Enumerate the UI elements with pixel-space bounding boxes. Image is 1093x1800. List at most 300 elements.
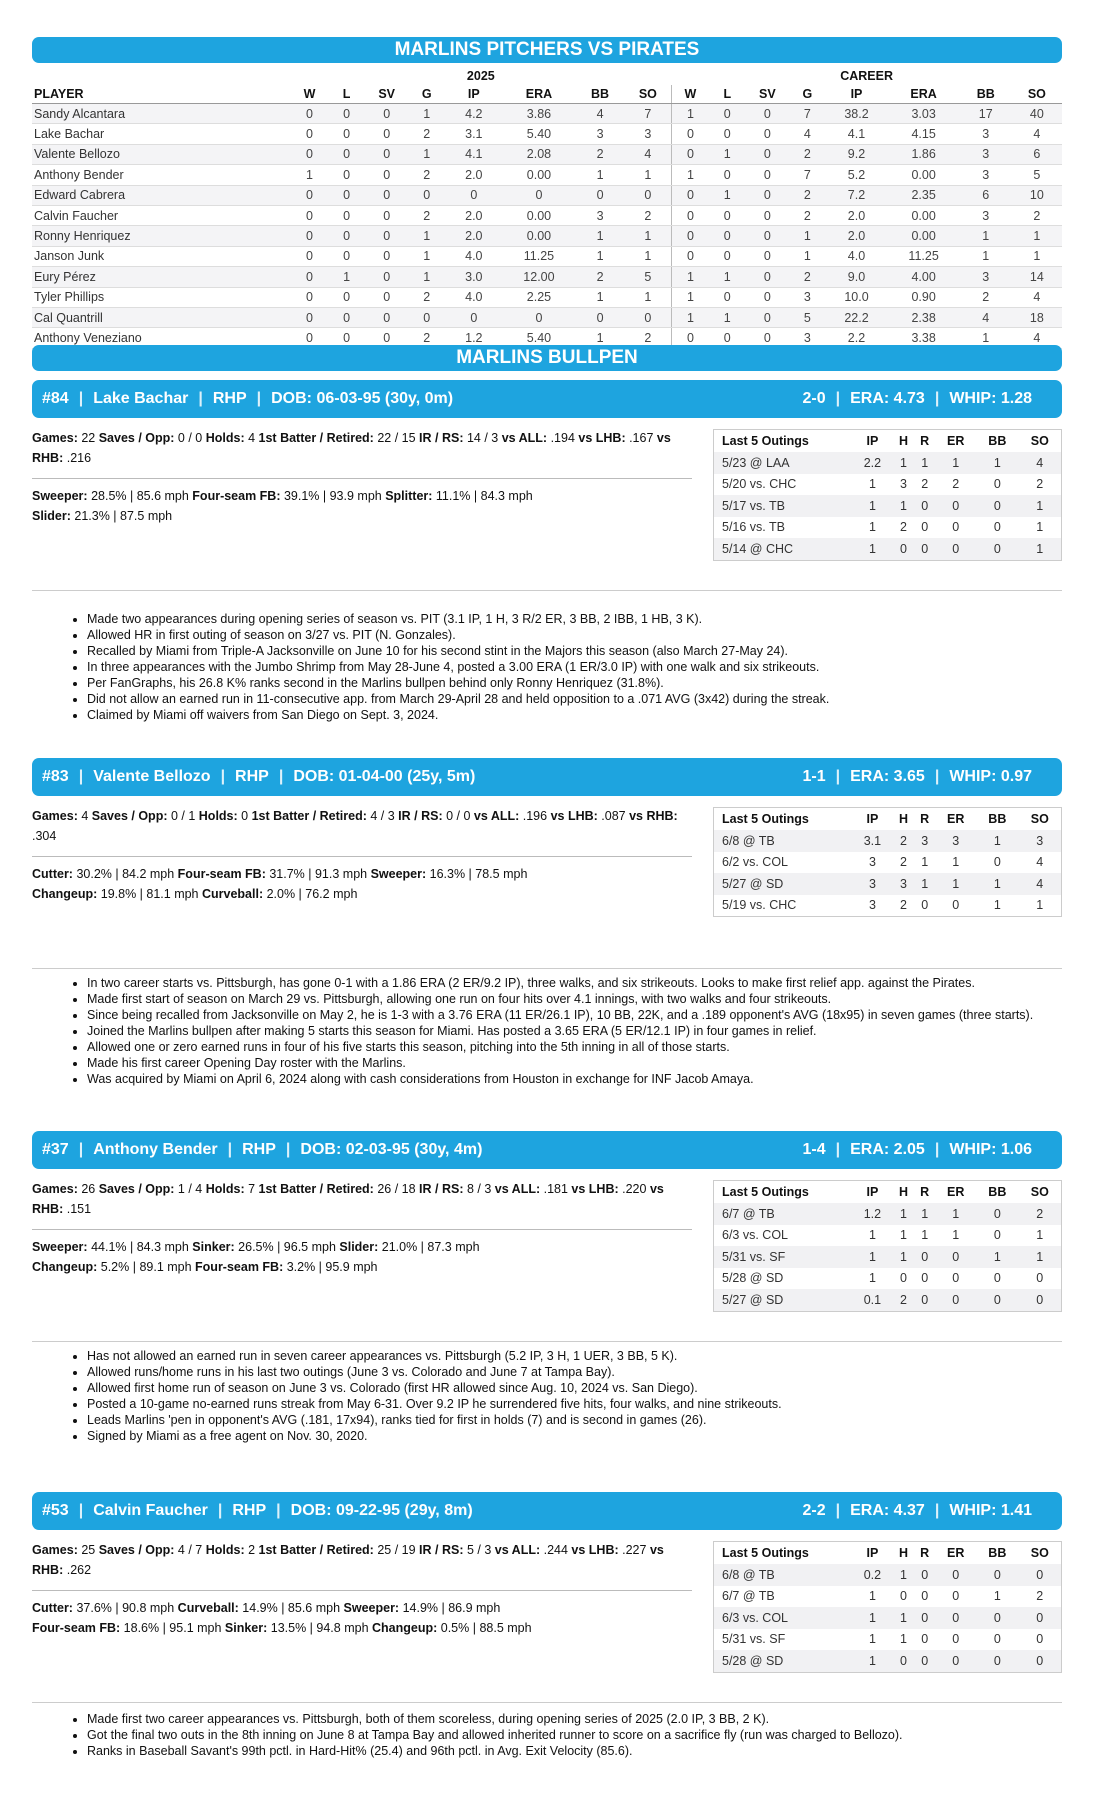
stat-cell: 0 [329,205,365,225]
outing-stat: 1 [935,452,976,474]
separator: | [835,768,841,785]
column-header: SO [625,85,671,104]
stat-cell: 5 [789,307,825,327]
outing-stat: 3 [852,873,893,895]
pitch-mix-line [32,506,692,526]
outing-stat: 1 [868,477,876,492]
outing-stat: 0 [914,1564,935,1586]
stat-cell: 1 [625,165,671,185]
stat-label-rhb: vs RHB: [32,1182,664,1216]
stat-cell: 1 [671,287,709,307]
note-item: • Allowed runs/home runs in his last two outings (June 3 vs. Colorado and June 7 at Tampa Bay). [87,1364,1087,1380]
outing-stat: 0 [914,538,935,560]
outing-stat: 1 [1019,495,1061,517]
table-row [32,205,1062,225]
stat-cell: 4 [1012,328,1062,348]
outing-row [714,1289,1061,1311]
stat-cell: 18 [1012,307,1062,327]
stat-cell: 2.0 [825,226,887,246]
stat-cell: 2 [789,267,825,287]
pitch-usage: 5.2% | 89.1 mph [97,1260,196,1274]
stat-value-first: 4 / 3 [366,809,399,823]
stat-cell: 2.0 [445,205,503,225]
separator: | [220,768,226,785]
stat-cell: 2 [789,205,825,225]
separator: | [835,390,841,407]
column-header: IP [825,85,887,104]
outing-stat: 0 [914,1650,935,1672]
outing-stat: 1 [914,452,935,474]
outings-column-header: BB [988,812,1007,826]
stat-cell: 0 [329,246,365,266]
stat-cell: 2.08 [503,144,575,164]
outing-row [714,1607,1061,1629]
column-header: G [409,85,445,104]
outing-stat: 1 [976,1246,1018,1268]
pitch-mix-line [32,1598,692,1618]
pitch-mix-line [32,1257,692,1277]
stat-cell: 2 [789,144,825,164]
stat-label-svopp: Saves / Opp: [98,431,175,445]
stat-cell: 2 [575,144,625,164]
pitch-type: Splitter: [385,489,433,503]
outing-stat: 0 [976,538,1018,560]
player-name-cell: Valente Bellozo [32,144,291,164]
pitch-usage: 21.0% | 87.3 mph [378,1240,480,1254]
outing-stat: 1 [976,873,1018,895]
outing-stat: 0 [899,1271,907,1286]
stat-cell: 1 [671,307,709,327]
stat-cell: 0 [329,185,365,205]
separator: | [278,768,284,785]
outings-column-header: IP [866,812,879,826]
column-header: L [709,85,745,104]
column-header: W [671,85,709,104]
outing-stat: 0 [935,1289,976,1311]
stat-cell: 0 [365,287,409,307]
table-row [32,165,1062,185]
note-item: • Made first two career appearances vs. Pittsburgh, both of them scoreless, during opening series of 2025 (2.0 IP, 3 BB, 2 K). [87,1711,1087,1727]
stats-divider [32,856,692,857]
pitch-type: Sweeper: [32,1240,88,1254]
stat-cell: 0 [365,165,409,185]
stat-cell: 0 [709,124,745,144]
outing-stat: 1 [852,1650,893,1672]
separator: | [934,1502,940,1519]
pitch-mix-line [32,1618,692,1638]
stat-cell: 2 [789,185,825,205]
stat-cell: 2 [575,267,625,287]
player-header-left [42,1492,473,1530]
stat-cell: 1 [409,267,445,287]
player-name: Valente Bellozo [93,768,211,785]
stat-cell: 0 [329,307,365,327]
outing-game: 5/23 @ LAA [714,452,852,474]
stat-cell: 4.00 [888,267,960,287]
table-row [32,104,1062,124]
note-item: • Posted a 10-game no-earned runs streak from May 6-31. Over 9.2 IP he surrendered five hits, four walks, and nine strikeouts. [87,1396,1087,1412]
stat-label-holds: Holds: [205,431,245,445]
note-item: • Recalled by Miami from Triple-A Jacksonville on June 10 for his second stint in the Majors this season (also March 27-May 24). [87,643,1087,659]
stat-cell: 0 [671,246,709,266]
last-5-outings-table [714,1181,1061,1311]
player-notes [32,1711,1087,1759]
player-era: ERA: 4.73 [850,390,925,407]
column-header: IP [445,85,503,104]
pitch-usage: 0.5% | 88.5 mph [437,1621,532,1635]
pitch-type: Curveball: [201,887,264,901]
bullpen-title-bar [32,345,1062,371]
outing-stat: 0 [921,898,929,913]
stat-label-irrs: IR / RS: [398,809,443,823]
stat-cell: 0 [291,104,329,124]
outing-stat: 1 [1019,1246,1061,1268]
stat-cell: 4.0 [445,246,503,266]
outing-stat: 2 [893,1289,914,1311]
stat-label-svopp: Saves / Opp: [98,1182,175,1196]
outing-stat: 0 [1036,1271,1044,1286]
stat-cell: 2.38 [888,307,960,327]
pitch-usage: 44.1% | 84.3 mph [87,1240,193,1254]
outing-stat: 0 [993,855,1001,870]
section-divider [32,1702,1062,1703]
stat-label-lhb: vs LHB: [571,1543,619,1557]
stat-cell: 4 [1012,124,1062,144]
stat-cell: 1 [960,246,1012,266]
outing-stat: 4 [1019,873,1061,895]
stat-value-rhb: .262 [63,1563,92,1577]
outing-row [714,1203,1061,1225]
stat-cell: 1 [329,267,365,287]
pitch-mix [32,1598,692,1638]
stat-value-games: 25 [77,1543,99,1557]
player-whip: WHIP: 1.41 [949,1502,1032,1519]
outings-column-header: BB [988,1546,1007,1560]
outing-row [714,895,1061,917]
player-number: #53 [42,1502,69,1519]
stat-cell: 1 [709,267,745,287]
stat-value-lhb: .220 [618,1182,650,1196]
stat-cell: 1 [671,104,709,124]
outing-stat: 0 [1019,1564,1061,1586]
stat-cell: 4.15 [888,124,960,144]
player-header-left [42,380,453,418]
separator: | [934,768,940,785]
outing-game: 6/3 vs. COL [722,1228,788,1243]
stat-cell: 1 [575,165,625,185]
last-5-outings-table [714,430,1061,560]
note-item: • In three appearances with the Jumbo Shrimp from May 28-June 4, posted a 3.00 ERA (1 ER/3.0 IP) with one walk and six strikeouts. [87,659,1087,675]
outing-stat: 0 [921,520,929,535]
outing-stat: 1 [893,495,914,517]
stat-label-games: Games: [32,1543,78,1557]
table-row [32,287,1062,307]
stat-cell: 0 [709,104,745,124]
stat-cell: 0 [503,307,575,327]
pitch-usage: 21.3% | 87.5 mph [70,509,173,523]
outing-stat: 0 [914,1246,935,1268]
stat-cell: 10 [1012,185,1062,205]
stat-label-holds: Holds: [198,809,238,823]
outing-stat: 1 [935,873,976,895]
stat-cell: 4 [575,104,625,124]
player-whip: WHIP: 1.28 [949,390,1032,407]
stat-cell: 5.2 [825,165,887,185]
pitch-type: Four-seam FB: [32,1621,121,1635]
separator: | [934,390,940,407]
stat-cell: 1 [409,246,445,266]
player-name-cell: Anthony Bender [32,165,291,185]
stat-cell: 0 [671,124,709,144]
outing-game: 5/28 @ SD [722,1271,784,1286]
stat-cell: 0 [291,307,329,327]
column-header: W [291,85,329,104]
player-record: 1-4 [802,1141,826,1158]
stat-label-first: 1st Batter / Retired: [251,809,367,823]
separator: | [835,1141,841,1158]
outing-stat: 0.2 [852,1564,893,1586]
outing-row [714,1629,1061,1651]
stat-value-games: 22 [77,431,99,445]
stat-cell: 0 [291,124,329,144]
stat-cell: 3 [575,124,625,144]
player-dob: DOB: 02-03-95 (30y, 4m) [300,1141,483,1158]
pitch-type: Sweeper: [370,867,427,881]
pitchers-title-bar [32,37,1062,63]
outing-stat: 0 [1019,1607,1061,1629]
column-header: SV [365,85,409,104]
stat-cell: 0 [745,246,789,266]
outings-column-header: H [898,1185,908,1199]
outing-stat: 0 [921,1271,929,1286]
stat-label-rhb: vs RHB: [32,431,671,465]
outing-game: 5/27 @ SD [714,1289,852,1311]
outing-stat: 0 [935,495,976,517]
stat-cell: 0 [445,185,503,205]
outings-column-header: R [920,1546,930,1560]
outing-stat: 0 [1036,1632,1044,1647]
stat-value-holds: 7 [244,1182,259,1196]
stat-label-irrs: IR / RS: [419,1543,464,1557]
outing-stat: 1 [1019,538,1061,560]
outing-game: 6/3 vs. COL [714,1607,852,1629]
stat-cell: 4.0 [825,246,887,266]
pitch-type: Sweeper: [343,1601,400,1615]
outing-stat: 0 [976,1289,1018,1311]
stat-cell: 0 [365,124,409,144]
outings-column-header: R [920,812,930,826]
note-item: • Allowed one or zero earned runs in four of his five starts this season, pitching into the 5th inning in all of those starts. [87,1039,1087,1055]
pitchers-vs-pirates-table [32,67,1062,349]
stat-label-all: vs ALL: [494,1182,541,1196]
outing-stat: 1 [852,495,893,517]
stat-label-all: vs ALL: [494,1543,541,1557]
stats-divider [32,478,692,479]
note-item: • Has not allowed an earned run in seven career appearances vs. Pittsburgh (5.2 IP, 3 H, 1 UER, 3 BB, 5 K). [87,1348,1087,1364]
outings-column-header: IP [866,1185,879,1199]
outing-stat: 0 [893,1650,914,1672]
outing-game: 6/7 @ TB [722,1589,775,1604]
stat-cell: 0 [671,328,709,348]
stat-cell: 1 [409,144,445,164]
outing-stat: 0 [935,1650,976,1672]
player-era: ERA: 3.65 [850,768,925,785]
outing-stat: 2 [1036,1589,1044,1604]
outing-stat: 3 [899,477,907,492]
table-row [32,307,1062,327]
note-item: • Did not allow an earned run in 11-consecutive app. from March 29-April 28 and held opposition to a .071 AVG (3x42) during the streak. [87,691,1087,707]
outing-stat: 1 [868,1271,876,1286]
outing-stat: 1 [914,1203,935,1225]
outing-stat: 0 [952,898,960,913]
player-name-cell: Cal Quantrill [32,307,291,327]
outings-column-header: ER [947,1546,965,1560]
outing-stat: 1 [1036,898,1044,913]
stat-cell: 0 [365,185,409,205]
outing-stat: 4 [1036,855,1044,870]
stat-cell: 2 [409,124,445,144]
player-whip: WHIP: 0.97 [949,768,1032,785]
outing-game: 6/8 @ TB [714,830,852,852]
stat-cell: 3 [960,205,1012,225]
outing-stat: 2 [952,477,960,492]
player-name-cell: Edward Cabrera [32,185,291,205]
stat-cell: 1 [789,226,825,246]
outings-column-header: H [898,434,908,448]
stat-label-svopp: Saves / Opp: [98,1543,175,1557]
stat-label-irrs: IR / RS: [419,431,464,445]
outing-stat: 3 [1019,830,1061,852]
outing-game: 6/2 vs. COL [722,855,788,870]
stat-cell: 2 [1012,205,1062,225]
stat-cell: 5.40 [503,328,575,348]
outing-stat: 1 [976,830,1018,852]
outings-header-row [714,808,1061,830]
player-name-cell: Tyler Phillips [32,287,291,307]
note-item: • Claimed by Miami off waivers from San Diego on Sept. 3, 2024. [87,707,1087,723]
outing-stat: 1 [993,898,1001,913]
stat-value-all: .181 [540,1182,572,1196]
stat-cell: 1 [575,246,625,266]
stat-cell: 4 [625,144,671,164]
pitchers-title: MARLINS PITCHERS VS PIRATES [394,39,700,60]
outings-column-header: ER [947,1185,965,1199]
outing-stat: 4 [1019,452,1061,474]
stat-cell: 0 [745,144,789,164]
stat-cell: 0 [745,104,789,124]
stat-cell: 0 [365,226,409,246]
stat-cell: 0.00 [503,165,575,185]
pitch-type: Changeup: [32,1260,98,1274]
stat-value-svopp: 1 / 4 [174,1182,206,1196]
separator: | [285,1141,291,1158]
stat-cell: 2.0 [445,165,503,185]
note-item: • Got the final two outs in the 8th inning on June 8 at Tampa Bay and allowed inherited runner to score on a sacrifice fly (run was charged to Bellozo). [87,1727,1087,1743]
section-divider [32,590,1062,591]
stat-cell: 0 [745,124,789,144]
player-whip: WHIP: 1.06 [949,1141,1032,1158]
player-header-right [803,1492,1032,1530]
stat-cell: 1 [575,328,625,348]
last-5-outings-box [713,1180,1062,1312]
column-header: ERA [503,85,575,104]
stat-value-svopp: 4 / 7 [174,1543,206,1557]
separator: | [198,390,203,407]
stat-cell: 1 [789,246,825,266]
stat-cell: 0 [365,328,409,348]
stat-cell: 0 [291,205,329,225]
player-header-bar [32,380,1062,418]
stat-cell: 1 [671,267,709,287]
outing-stat: 2 [899,855,907,870]
player-name-cell: Ronny Henriquez [32,226,291,246]
player-throws: RHP [232,1502,267,1519]
outing-stat: 1 [976,452,1018,474]
stat-cell: 1 [625,246,671,266]
outing-stat: 1 [993,1589,1001,1604]
player-name: Calvin Faucher [93,1502,208,1519]
stat-cell: 0.00 [888,205,960,225]
stat-cell: 2 [409,165,445,185]
stat-label-irrs: IR / RS: [419,1182,464,1196]
stat-cell: 0 [709,287,745,307]
separator: | [276,1502,281,1519]
outings-column-header: BB [988,1185,1007,1199]
player-number: #83 [42,768,69,785]
player-name-cell: Janson Junk [32,246,291,266]
outings-column-header: BB [988,434,1007,448]
stat-cell: 0 [671,226,709,246]
pitch-type: Changeup: [372,1621,438,1635]
outing-game: 5/28 @ SD [714,1650,852,1672]
outing-stat: 0 [1019,1650,1061,1672]
last-5-outings-box [713,807,1062,917]
stat-value-games: 26 [77,1182,99,1196]
note-item: • Joined the Marlins bullpen after making 5 starts this season for Miami. Has posted a 3.65 ERA (5 ER/12.1 IP) in four games in relief. [87,1023,1087,1039]
player-name-cell: Calvin Faucher [32,205,291,225]
stat-cell: 1 [709,144,745,164]
note-item: • Leads Marlins 'pen in opponent's AVG (.181, 17x94), ranks tied for first in holds (7) and is second in games (26). [87,1412,1087,1428]
outings-column-header: Last 5 Outings [722,1185,809,1199]
outing-stat: 3.1 [852,830,893,852]
pitch-usage: 26.5% | 96.5 mph [234,1240,340,1254]
outing-stat: 1 [899,1228,907,1243]
note-item: • Signed by Miami as a free agent on Nov. 30, 2020. [87,1428,1087,1444]
pitch-usage: 11.1% | 84.3 mph [432,489,533,503]
stat-cell: 0 [291,226,329,246]
outing-game: 5/19 vs. CHC [722,898,797,913]
stat-value-irrs: 14 / 3 [463,431,502,445]
player-header-bar [32,758,1062,796]
pitch-type: Four-seam FB: [195,1260,284,1274]
outing-stat: 0 [976,1607,1018,1629]
outing-stat: 0 [893,538,914,560]
stat-cell: 4.1 [445,144,503,164]
stat-cell: 22.2 [825,307,887,327]
outing-stat: 1 [868,1632,876,1647]
stat-cell: 3 [960,124,1012,144]
stat-cell: 1 [409,104,445,124]
stat-cell: 4.2 [445,104,503,124]
outings-column-header: H [898,1546,908,1560]
stat-cell: 0.00 [888,165,960,185]
stat-label-lhb: vs LHB: [578,431,626,445]
stat-value-first: 25 / 19 [373,1543,420,1557]
outing-stat: 0 [952,1632,960,1647]
stats-divider [32,1229,692,1230]
stat-cell: 3.86 [503,104,575,124]
stat-cell: 7 [789,165,825,185]
